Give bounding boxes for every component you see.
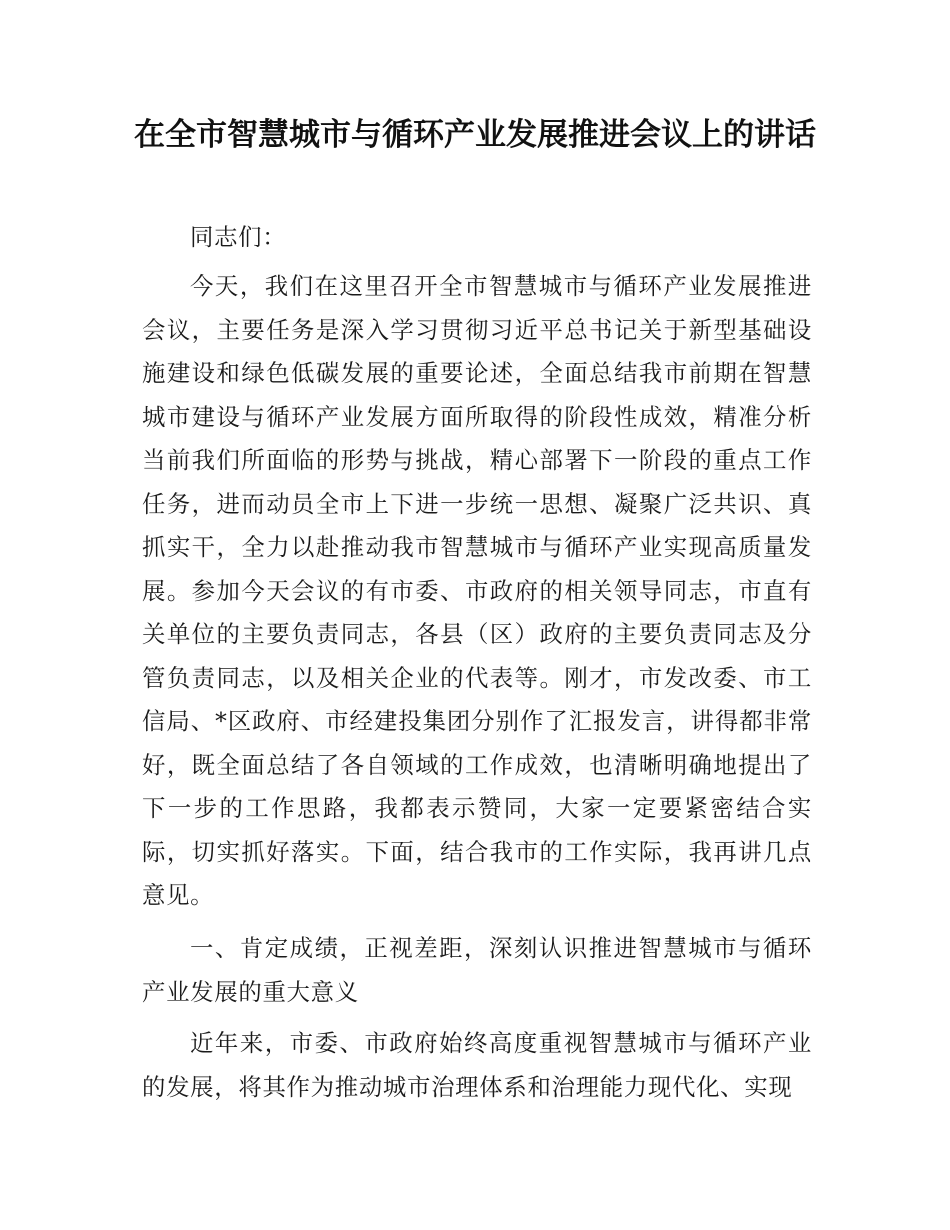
greeting: 同志们： <box>190 223 287 251</box>
document-title: 在全市智慧城市与循环产业发展推进会议上的讲话 <box>134 117 816 153</box>
body-paragraph: 今天，我们在这里召开全市智慧城市与循环产业发展推进会议，主要任务是深入学习贯彻习近平总书记关于新型基础设施建设和绿色低碳发展的重要论述，全面总结我市前期在智慧城市建设与循环产业发展方面所取得的阶段性成效，精准分析当前我们所面临的形势与挑战，精心部署下一阶段的重点工作任务，进而动员全市上下进一步统一思想、凝聚广泛共识、真抓实干，全力以赴推动我市智慧城市与循环产业实现高质量发展。参加今天会议的有市委、市政府的相关领导同志，市直有关单位的主要负责同志，各县（区）政府的主要负责同志及分管负责同志，以及相关企业的代表等。刚才，市发改委、市工信局、*区政府、市经建投集团分别作了汇报发言，讲得都非常好，既全面总结了各自领域的工作成效，也清晰明确地提出了下一步的工作思路，我都表示赞同，大家一定要紧密结合实际，切实抓好落实。下面，结合我市的工作实际，我再讲几点意见。 <box>142 272 812 909</box>
section-heading: 一、肯定成绩，正视差距，深刻认识推进智慧城市与循环产业发展的重大意义 <box>142 934 812 1006</box>
section-paragraph: 近年来，市委、市政府始终高度重视智慧城市与循环产业的发展，将其作为推动城市治理体系和治理能力现代化、实现 <box>142 1029 812 1101</box>
